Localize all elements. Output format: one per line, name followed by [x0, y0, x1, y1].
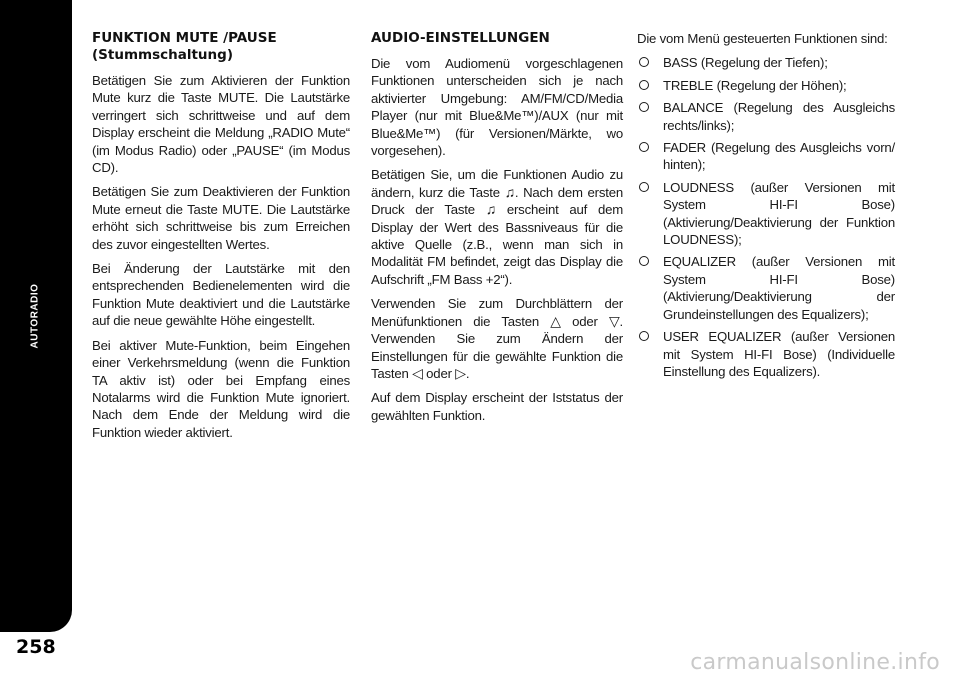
circle-bullet-icon: [639, 142, 649, 152]
circle-bullet-icon: [639, 102, 649, 112]
music-note-icon: ♫: [485, 201, 496, 218]
arrow-up-icon: △: [550, 312, 561, 329]
functions-list: [637, 54, 895, 380]
arrow-right-icon: ▷: [455, 364, 466, 381]
audio-paragraph-2: [371, 166, 623, 288]
chapter-label: AUTORADIO: [29, 283, 41, 349]
arrow-down-icon: ▽: [608, 312, 620, 329]
audio-paragraph-1: Die vom Audiomenü vorgeschlagenen Funktionen unterscheiden sich je nach aktivierter Umgebung: AM/FM/CD/Media Player (nur mit Blue&Me™)/AUX (nur mit Blue&Me™) (für Versionen/Märkte, wo vorgesehen).: [371, 56, 623, 159]
column-mute-pause: [92, 30, 350, 448]
list-item: TREBLE (Regelung der Höhen);: [637, 77, 895, 94]
circle-bullet-icon: [639, 256, 649, 266]
circle-bullet-icon: [639, 331, 649, 341]
audio-p3-part-c: . Verwenden Sie zum Ändern der Einstellungen für die gewählte Funktion die Tasten: [371, 313, 624, 381]
audio-p2-part-a: Betätigen Sie, um die Funktionen Audio zu ändern, kurz die Taste: [371, 167, 623, 200]
functions-intro: Die vom Menü gesteuerten Funktionen sind:: [637, 31, 888, 46]
audio-p3-part-a: Verwenden Sie zum Durchblättern der Menüfunktionen die Tasten: [371, 296, 623, 329]
mute-paragraph-2: Betätigen Sie zum Deaktivieren der Funktion Mute erneut die Taste MUTE. Die Lautstärke erhöht sich schrittweise bis zum Erreichen des zuvor eingestellten Wertes.: [92, 184, 350, 252]
audio-p3-part-d: oder: [426, 365, 452, 381]
audio-p2-part-b: . Nach dem ersten Druck der Taste: [371, 184, 623, 218]
mute-paragraph-3: Bei Änderung der Lautstärke mit den entsprechenden Bedienelementen wird die Funktion Mute deaktiviert und die Lautstärke auf die neue gewählte Höhe eingestellt.: [92, 261, 350, 329]
list-item: EQUALIZER (außer Versionen mit System HI-FI Bose) (Aktivierung/Deaktivierung der Grundeinstellungen des Equalizers);: [637, 253, 895, 323]
watermark: carmanualsonline.info: [690, 650, 940, 675]
audio-p3-part-b: oder: [572, 313, 598, 329]
page-number: 258: [16, 636, 56, 658]
music-note-icon: ♫: [504, 183, 515, 200]
chapter-side-tab: [0, 0, 72, 632]
circle-bullet-icon: [639, 182, 649, 192]
circle-bullet-icon: [639, 57, 649, 67]
audio-heading: AUDIO-EINSTELLUNGEN: [371, 30, 550, 46]
audio-p2-part-c: erscheint auf dem Display der Wert des Bassniveaus für die aktive Quelle (z.B., wenn man sich in Modalität FM befindet, zeigt das Display die Aufschrift „FM Bass +2“).: [371, 202, 624, 287]
column-menu-functions: [637, 30, 895, 385]
list-item: USER EQUALIZER (außer Versionen mit System HI-FI Bose) (Individuelle Einstellung des Equalizers).: [637, 328, 895, 380]
arrow-left-icon: ◁: [412, 364, 423, 381]
circle-bullet-icon: [639, 80, 649, 90]
audio-paragraph-3: Verwenden Sie zum Durchblättern der Menüfunktionen die Tasten △ oder ▽. Verwenden Sie zum Ändern der Einstellungen für die gewählte Funktion die Tasten ◁ oder ▷.: [371, 296, 624, 381]
mute-paragraph-4: Bei aktiver Mute-Funktion, beim Eingehen einer Verkehrsmeldung (wenn die Funktion TA aktiv ist) oder bei Empfang eines Notalarms wird die Funktion Mute ignoriert. Nach dem Ende der Meldung wird die Funktion wieder aktiviert.: [92, 337, 350, 440]
list-item: BASS (Regelung der Tiefen);: [637, 54, 895, 71]
audio-paragraph-4: Auf dem Display erscheint der Iststatus der gewählten Funktion.: [371, 390, 623, 423]
mute-heading: FUNKTION MUTE /PAUSE (Stummschaltung): [92, 30, 277, 63]
column-audio-settings: [371, 30, 623, 431]
list-item: BALANCE (Regelung des Ausgleichs rechts/links);: [637, 99, 895, 134]
mute-paragraph-1: Betätigen Sie zum Aktivieren der Funktion Mute kurz die Taste MUTE. Die Lautstärke verringert sich schrittweise und auf dem Display erscheint die Meldung „RADIO Mute“ (im Modus Radio) oder „PAUSE“ (im Modus CD).: [92, 73, 350, 176]
list-item: LOUDNESS (außer Versionen mit System HI-FI Bose) (Aktivierung/Deaktivierung der Funktion LOUDNESS);: [637, 179, 895, 249]
list-item: FADER (Regelung des Ausgleichs vorn/ hinten);: [637, 139, 895, 174]
